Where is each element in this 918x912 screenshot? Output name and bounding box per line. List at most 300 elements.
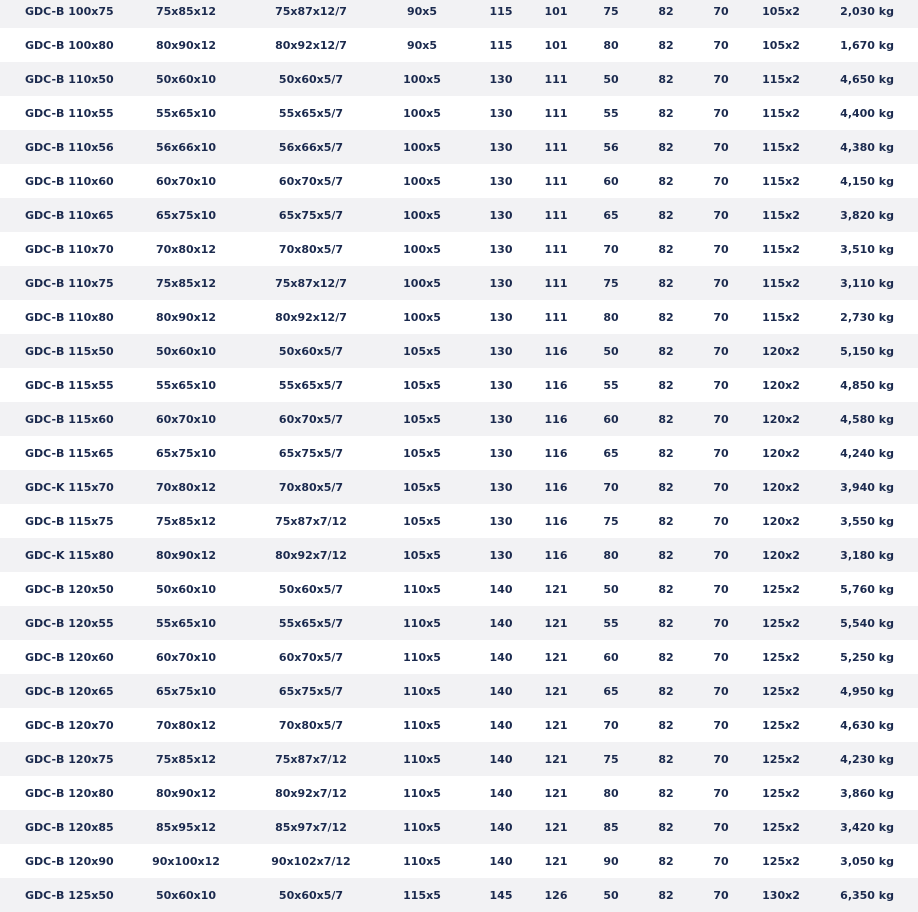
cell-outer-seal: 60x70x5/7 bbox=[250, 402, 372, 436]
cell-outer-dia: 116 bbox=[530, 402, 582, 436]
cell-width: 70 bbox=[692, 878, 750, 912]
cell-height: 82 bbox=[640, 878, 692, 912]
cell-outer-dia: 121 bbox=[530, 640, 582, 674]
cell-inner-seal: 85x95x12 bbox=[122, 810, 250, 844]
cell-model: GDC-B 100x75 bbox=[0, 0, 122, 28]
cell-width: 70 bbox=[692, 28, 750, 62]
table-row bbox=[0, 402, 918, 436]
table-row bbox=[0, 436, 918, 470]
cell-model: GDC-B 120x55 bbox=[0, 606, 122, 640]
cell-inner-seal: 80x90x12 bbox=[122, 300, 250, 334]
cell-outer-dia: 126 bbox=[530, 878, 582, 912]
cell-plate: 125x2 bbox=[750, 572, 812, 606]
cell-outer-seal: 60x70x5/7 bbox=[250, 164, 372, 198]
table-row bbox=[0, 62, 918, 96]
cell-outer-dia: 116 bbox=[530, 538, 582, 572]
cell-inner-seal: 50x60x10 bbox=[122, 878, 250, 912]
cell-inner-dia: 80 bbox=[582, 28, 640, 62]
table-row bbox=[0, 878, 918, 912]
cell-inner-dia: 80 bbox=[582, 776, 640, 810]
cell-outer-seal: 60x70x5/7 bbox=[250, 640, 372, 674]
cell-length: 130 bbox=[472, 62, 530, 96]
cell-capacity: 4,240 kg bbox=[812, 436, 918, 470]
cell-width: 70 bbox=[692, 368, 750, 402]
cell-plate: 115x2 bbox=[750, 130, 812, 164]
cell-width: 70 bbox=[692, 96, 750, 130]
cell-plate: 120x2 bbox=[750, 436, 812, 470]
cell-inner-dia: 80 bbox=[582, 300, 640, 334]
cell-width: 70 bbox=[692, 62, 750, 96]
cell-width: 70 bbox=[692, 470, 750, 504]
cell-inner-dia: 55 bbox=[582, 96, 640, 130]
cell-inner-seal: 60x70x10 bbox=[122, 402, 250, 436]
cell-plate: 125x2 bbox=[750, 742, 812, 776]
cell-inner-seal: 75x85x12 bbox=[122, 266, 250, 300]
cell-inner-dia: 55 bbox=[582, 368, 640, 402]
cell-bore: 100x5 bbox=[372, 130, 472, 164]
table-row bbox=[0, 164, 918, 198]
cell-inner-seal: 70x80x12 bbox=[122, 708, 250, 742]
cell-height: 82 bbox=[640, 198, 692, 232]
cell-outer-dia: 121 bbox=[530, 674, 582, 708]
cell-inner-seal: 50x60x10 bbox=[122, 62, 250, 96]
table-row bbox=[0, 470, 918, 504]
cell-outer-seal: 65x75x5/7 bbox=[250, 674, 372, 708]
cell-height: 82 bbox=[640, 164, 692, 198]
cell-length: 130 bbox=[472, 96, 530, 130]
cell-capacity: 4,950 kg bbox=[812, 674, 918, 708]
cell-outer-dia: 111 bbox=[530, 96, 582, 130]
cell-inner-seal: 56x66x10 bbox=[122, 130, 250, 164]
cell-capacity: 3,860 kg bbox=[812, 776, 918, 810]
table-row bbox=[0, 266, 918, 300]
cell-outer-seal: 85x97x7/12 bbox=[250, 810, 372, 844]
cell-inner-dia: 60 bbox=[582, 402, 640, 436]
cell-inner-dia: 50 bbox=[582, 878, 640, 912]
cell-bore: 100x5 bbox=[372, 96, 472, 130]
cell-model: GDC-B 100x80 bbox=[0, 28, 122, 62]
cell-outer-dia: 121 bbox=[530, 844, 582, 878]
cell-outer-seal: 75x87x12/7 bbox=[250, 0, 372, 28]
cell-height: 82 bbox=[640, 0, 692, 28]
cell-outer-seal: 55x65x5/7 bbox=[250, 96, 372, 130]
cell-model: GDC-B 120x80 bbox=[0, 776, 122, 810]
cell-bore: 110x5 bbox=[372, 708, 472, 742]
cell-model: GDC-B 115x55 bbox=[0, 368, 122, 402]
cell-capacity: 3,510 kg bbox=[812, 232, 918, 266]
cell-width: 70 bbox=[692, 0, 750, 28]
cell-length: 130 bbox=[472, 436, 530, 470]
cell-width: 70 bbox=[692, 742, 750, 776]
table-row bbox=[0, 0, 918, 28]
cell-inner-dia: 90 bbox=[582, 844, 640, 878]
cell-length: 145 bbox=[472, 878, 530, 912]
table-row bbox=[0, 538, 918, 572]
cell-model: GDC-B 110x70 bbox=[0, 232, 122, 266]
cell-plate: 125x2 bbox=[750, 708, 812, 742]
table-row bbox=[0, 368, 918, 402]
cell-capacity: 4,400 kg bbox=[812, 96, 918, 130]
table-row bbox=[0, 334, 918, 368]
cell-length: 130 bbox=[472, 266, 530, 300]
cell-length: 130 bbox=[472, 470, 530, 504]
cell-width: 70 bbox=[692, 402, 750, 436]
cell-capacity: 3,180 kg bbox=[812, 538, 918, 572]
cell-inner-seal: 55x65x10 bbox=[122, 96, 250, 130]
cell-bore: 110x5 bbox=[372, 640, 472, 674]
cell-plate: 125x2 bbox=[750, 606, 812, 640]
table-row bbox=[0, 742, 918, 776]
cell-outer-seal: 80x92x7/12 bbox=[250, 776, 372, 810]
cell-height: 82 bbox=[640, 266, 692, 300]
cell-outer-dia: 111 bbox=[530, 232, 582, 266]
cell-outer-seal: 70x80x5/7 bbox=[250, 470, 372, 504]
cell-width: 70 bbox=[692, 130, 750, 164]
cell-length: 130 bbox=[472, 402, 530, 436]
cell-plate: 120x2 bbox=[750, 470, 812, 504]
cell-capacity: 4,380 kg bbox=[812, 130, 918, 164]
cell-height: 82 bbox=[640, 232, 692, 266]
cell-inner-dia: 70 bbox=[582, 470, 640, 504]
cell-model: GDC-B 110x65 bbox=[0, 198, 122, 232]
cell-height: 82 bbox=[640, 504, 692, 538]
cell-outer-seal: 75x87x7/12 bbox=[250, 504, 372, 538]
cell-width: 70 bbox=[692, 674, 750, 708]
cell-length: 140 bbox=[472, 606, 530, 640]
cell-bore: 110x5 bbox=[372, 606, 472, 640]
cell-bore: 90x5 bbox=[372, 0, 472, 28]
cell-height: 82 bbox=[640, 640, 692, 674]
cell-outer-seal: 55x65x5/7 bbox=[250, 606, 372, 640]
cell-model: GDC-B 110x50 bbox=[0, 62, 122, 96]
cell-outer-seal: 70x80x5/7 bbox=[250, 708, 372, 742]
cell-length: 130 bbox=[472, 198, 530, 232]
cell-outer-seal: 50x60x5/7 bbox=[250, 572, 372, 606]
cell-model: GDC-B 120x75 bbox=[0, 742, 122, 776]
cell-inner-seal: 50x60x10 bbox=[122, 572, 250, 606]
cell-plate: 115x2 bbox=[750, 232, 812, 266]
cell-plate: 105x2 bbox=[750, 0, 812, 28]
cell-model: GDC-B 115x60 bbox=[0, 402, 122, 436]
cell-height: 82 bbox=[640, 708, 692, 742]
cell-bore: 105x5 bbox=[372, 538, 472, 572]
cell-bore: 110x5 bbox=[372, 810, 472, 844]
cell-inner-seal: 70x80x12 bbox=[122, 232, 250, 266]
cell-outer-seal: 55x65x5/7 bbox=[250, 368, 372, 402]
cell-plate: 125x2 bbox=[750, 844, 812, 878]
cell-height: 82 bbox=[640, 674, 692, 708]
cell-inner-seal: 80x90x12 bbox=[122, 28, 250, 62]
cell-model: GDC-B 110x56 bbox=[0, 130, 122, 164]
cell-inner-seal: 65x75x10 bbox=[122, 198, 250, 232]
cell-height: 82 bbox=[640, 810, 692, 844]
cell-model: GDC-B 125x50 bbox=[0, 878, 122, 912]
cell-bore: 105x5 bbox=[372, 470, 472, 504]
cell-inner-seal: 75x85x12 bbox=[122, 504, 250, 538]
cell-length: 130 bbox=[472, 538, 530, 572]
cell-bore: 110x5 bbox=[372, 844, 472, 878]
cell-plate: 115x2 bbox=[750, 96, 812, 130]
cell-bore: 100x5 bbox=[372, 164, 472, 198]
cell-model: GDC-B 115x65 bbox=[0, 436, 122, 470]
cell-model: GDC-B 120x90 bbox=[0, 844, 122, 878]
cell-outer-dia: 116 bbox=[530, 504, 582, 538]
cell-capacity: 4,650 kg bbox=[812, 62, 918, 96]
cell-outer-dia: 121 bbox=[530, 810, 582, 844]
cell-outer-seal: 80x92x12/7 bbox=[250, 28, 372, 62]
cell-inner-dia: 70 bbox=[582, 708, 640, 742]
cell-plate: 115x2 bbox=[750, 266, 812, 300]
cell-outer-dia: 121 bbox=[530, 742, 582, 776]
cell-height: 82 bbox=[640, 96, 692, 130]
cell-inner-dia: 60 bbox=[582, 164, 640, 198]
cell-inner-seal: 50x60x10 bbox=[122, 334, 250, 368]
cell-length: 130 bbox=[472, 300, 530, 334]
cell-inner-dia: 75 bbox=[582, 266, 640, 300]
cell-capacity: 3,940 kg bbox=[812, 470, 918, 504]
cell-length: 140 bbox=[472, 844, 530, 878]
cell-capacity: 3,820 kg bbox=[812, 198, 918, 232]
cell-bore: 100x5 bbox=[372, 198, 472, 232]
cell-height: 82 bbox=[640, 776, 692, 810]
cell-plate: 125x2 bbox=[750, 810, 812, 844]
cell-inner-seal: 75x85x12 bbox=[122, 0, 250, 28]
cell-bore: 100x5 bbox=[372, 62, 472, 96]
cell-inner-dia: 70 bbox=[582, 232, 640, 266]
table-row bbox=[0, 232, 918, 266]
cell-outer-dia: 111 bbox=[530, 300, 582, 334]
cell-outer-seal: 50x60x5/7 bbox=[250, 62, 372, 96]
cell-outer-dia: 121 bbox=[530, 606, 582, 640]
cell-outer-seal: 56x66x5/7 bbox=[250, 130, 372, 164]
cell-plate: 115x2 bbox=[750, 198, 812, 232]
cell-inner-dia: 65 bbox=[582, 436, 640, 470]
cell-bore: 115x5 bbox=[372, 878, 472, 912]
cell-length: 130 bbox=[472, 504, 530, 538]
cell-outer-seal: 50x60x5/7 bbox=[250, 878, 372, 912]
cell-width: 70 bbox=[692, 232, 750, 266]
cell-width: 70 bbox=[692, 844, 750, 878]
cell-bore: 110x5 bbox=[372, 572, 472, 606]
cell-bore: 105x5 bbox=[372, 368, 472, 402]
cell-outer-dia: 116 bbox=[530, 334, 582, 368]
cell-model: GDC-B 110x60 bbox=[0, 164, 122, 198]
cell-model: GDC-B 115x75 bbox=[0, 504, 122, 538]
table-row bbox=[0, 198, 918, 232]
cell-plate: 130x2 bbox=[750, 878, 812, 912]
cell-model: GDC-K 115x70 bbox=[0, 470, 122, 504]
cell-outer-seal: 75x87x12/7 bbox=[250, 266, 372, 300]
cell-inner-seal: 55x65x10 bbox=[122, 606, 250, 640]
cell-height: 82 bbox=[640, 538, 692, 572]
cell-height: 82 bbox=[640, 28, 692, 62]
cell-width: 70 bbox=[692, 504, 750, 538]
cell-inner-dia: 56 bbox=[582, 130, 640, 164]
cell-width: 70 bbox=[692, 266, 750, 300]
cell-capacity: 5,540 kg bbox=[812, 606, 918, 640]
cell-height: 82 bbox=[640, 334, 692, 368]
cell-outer-seal: 80x92x7/12 bbox=[250, 538, 372, 572]
cell-capacity: 4,580 kg bbox=[812, 402, 918, 436]
table-row bbox=[0, 130, 918, 164]
cell-inner-dia: 50 bbox=[582, 572, 640, 606]
cell-capacity: 5,250 kg bbox=[812, 640, 918, 674]
cell-model: GDC-B 115x50 bbox=[0, 334, 122, 368]
cell-inner-dia: 80 bbox=[582, 538, 640, 572]
cell-plate: 120x2 bbox=[750, 402, 812, 436]
cell-model: GDC-B 110x80 bbox=[0, 300, 122, 334]
cell-capacity: 2,730 kg bbox=[812, 300, 918, 334]
cell-height: 82 bbox=[640, 844, 692, 878]
cell-outer-dia: 116 bbox=[530, 470, 582, 504]
cell-height: 82 bbox=[640, 572, 692, 606]
cell-model: GDC-B 120x60 bbox=[0, 640, 122, 674]
cell-capacity: 1,670 kg bbox=[812, 28, 918, 62]
cell-length: 140 bbox=[472, 572, 530, 606]
cell-capacity: 3,110 kg bbox=[812, 266, 918, 300]
cell-bore: 110x5 bbox=[372, 776, 472, 810]
cell-inner-dia: 75 bbox=[582, 0, 640, 28]
cell-width: 70 bbox=[692, 436, 750, 470]
cell-capacity: 2,030 kg bbox=[812, 0, 918, 28]
cell-width: 70 bbox=[692, 708, 750, 742]
table-row bbox=[0, 300, 918, 334]
cell-outer-dia: 116 bbox=[530, 368, 582, 402]
cell-outer-dia: 121 bbox=[530, 708, 582, 742]
cell-length: 140 bbox=[472, 742, 530, 776]
cell-plate: 125x2 bbox=[750, 640, 812, 674]
cell-length: 115 bbox=[472, 28, 530, 62]
cell-outer-dia: 121 bbox=[530, 572, 582, 606]
cell-height: 82 bbox=[640, 130, 692, 164]
cell-height: 82 bbox=[640, 606, 692, 640]
cell-outer-dia: 111 bbox=[530, 164, 582, 198]
cell-model: GDC-B 120x65 bbox=[0, 674, 122, 708]
cell-plate: 115x2 bbox=[750, 300, 812, 334]
cell-plate: 120x2 bbox=[750, 504, 812, 538]
table-row bbox=[0, 504, 918, 538]
cell-bore: 105x5 bbox=[372, 402, 472, 436]
cell-plate: 105x2 bbox=[750, 28, 812, 62]
cell-inner-dia: 55 bbox=[582, 606, 640, 640]
table-row bbox=[0, 640, 918, 674]
table-row bbox=[0, 844, 918, 878]
cell-bore: 110x5 bbox=[372, 742, 472, 776]
cell-outer-seal: 65x75x5/7 bbox=[250, 198, 372, 232]
cell-inner-dia: 75 bbox=[582, 504, 640, 538]
cell-inner-dia: 65 bbox=[582, 198, 640, 232]
cell-width: 70 bbox=[692, 300, 750, 334]
cell-capacity: 5,760 kg bbox=[812, 572, 918, 606]
cell-plate: 125x2 bbox=[750, 776, 812, 810]
cell-inner-seal: 60x70x10 bbox=[122, 164, 250, 198]
cell-bore: 110x5 bbox=[372, 674, 472, 708]
cell-inner-seal: 65x75x10 bbox=[122, 436, 250, 470]
cell-inner-seal: 70x80x12 bbox=[122, 470, 250, 504]
cell-capacity: 3,050 kg bbox=[812, 844, 918, 878]
cell-length: 140 bbox=[472, 708, 530, 742]
cell-height: 82 bbox=[640, 300, 692, 334]
cell-length: 140 bbox=[472, 674, 530, 708]
cell-capacity: 4,230 kg bbox=[812, 742, 918, 776]
cell-length: 140 bbox=[472, 776, 530, 810]
cell-width: 70 bbox=[692, 538, 750, 572]
cell-inner-dia: 60 bbox=[582, 640, 640, 674]
cell-capacity: 6,350 kg bbox=[812, 878, 918, 912]
cell-plate: 120x2 bbox=[750, 538, 812, 572]
cell-inner-seal: 55x65x10 bbox=[122, 368, 250, 402]
cell-capacity: 3,550 kg bbox=[812, 504, 918, 538]
cell-length: 130 bbox=[472, 130, 530, 164]
table-row bbox=[0, 708, 918, 742]
cell-width: 70 bbox=[692, 640, 750, 674]
cell-inner-dia: 85 bbox=[582, 810, 640, 844]
cell-model: GDC-B 110x55 bbox=[0, 96, 122, 130]
cell-bore: 100x5 bbox=[372, 266, 472, 300]
cell-inner-seal: 80x90x12 bbox=[122, 538, 250, 572]
cell-plate: 120x2 bbox=[750, 334, 812, 368]
cell-width: 70 bbox=[692, 776, 750, 810]
cell-height: 82 bbox=[640, 436, 692, 470]
cell-capacity: 4,630 kg bbox=[812, 708, 918, 742]
cell-model: GDC-B 120x50 bbox=[0, 572, 122, 606]
cell-outer-dia: 111 bbox=[530, 62, 582, 96]
cell-plate: 120x2 bbox=[750, 368, 812, 402]
cell-outer-dia: 111 bbox=[530, 266, 582, 300]
cell-inner-seal: 90x100x12 bbox=[122, 844, 250, 878]
cell-inner-seal: 80x90x12 bbox=[122, 776, 250, 810]
cell-width: 70 bbox=[692, 606, 750, 640]
cell-length: 130 bbox=[472, 232, 530, 266]
cell-capacity: 5,150 kg bbox=[812, 334, 918, 368]
cell-outer-dia: 121 bbox=[530, 776, 582, 810]
cell-height: 82 bbox=[640, 742, 692, 776]
cell-width: 70 bbox=[692, 164, 750, 198]
cell-inner-dia: 50 bbox=[582, 334, 640, 368]
cell-bore: 105x5 bbox=[372, 504, 472, 538]
cell-capacity: 3,420 kg bbox=[812, 810, 918, 844]
cell-length: 130 bbox=[472, 334, 530, 368]
table-row bbox=[0, 674, 918, 708]
cell-outer-seal: 70x80x5/7 bbox=[250, 232, 372, 266]
cell-length: 130 bbox=[472, 368, 530, 402]
cell-inner-dia: 75 bbox=[582, 742, 640, 776]
cell-inner-dia: 50 bbox=[582, 62, 640, 96]
table-row bbox=[0, 96, 918, 130]
cell-capacity: 4,850 kg bbox=[812, 368, 918, 402]
cell-outer-seal: 75x87x7/12 bbox=[250, 742, 372, 776]
cell-inner-seal: 75x85x12 bbox=[122, 742, 250, 776]
cell-model: GDC-B 120x70 bbox=[0, 708, 122, 742]
cell-outer-dia: 111 bbox=[530, 198, 582, 232]
cell-plate: 115x2 bbox=[750, 164, 812, 198]
cell-outer-seal: 90x102x7/12 bbox=[250, 844, 372, 878]
table-row bbox=[0, 776, 918, 810]
cell-bore: 105x5 bbox=[372, 436, 472, 470]
cell-outer-dia: 116 bbox=[530, 436, 582, 470]
cell-width: 70 bbox=[692, 810, 750, 844]
cell-outer-dia: 101 bbox=[530, 28, 582, 62]
cell-inner-seal: 60x70x10 bbox=[122, 640, 250, 674]
cell-height: 82 bbox=[640, 470, 692, 504]
cell-outer-dia: 101 bbox=[530, 0, 582, 28]
table-row bbox=[0, 810, 918, 844]
cell-length: 140 bbox=[472, 810, 530, 844]
cell-bore: 100x5 bbox=[372, 232, 472, 266]
cell-plate: 125x2 bbox=[750, 674, 812, 708]
cell-outer-seal: 80x92x12/7 bbox=[250, 300, 372, 334]
cell-bore: 90x5 bbox=[372, 28, 472, 62]
